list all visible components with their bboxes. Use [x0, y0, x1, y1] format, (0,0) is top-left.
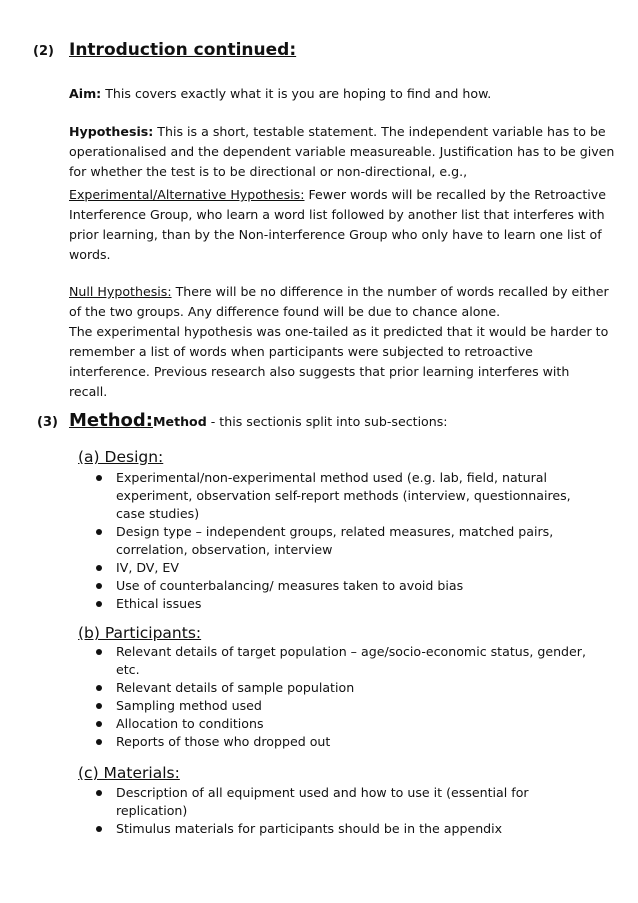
paragraph-line: prior learning, than by the Non-interference Group who only have to learn one list of: [69, 227, 602, 242]
null-hypothesis-paragraph: [69, 282, 609, 402]
paragraph-line: Fewer words will be recalled by the Retroactive: [304, 187, 606, 202]
list-item: [92, 595, 572, 613]
list-item: [92, 784, 572, 820]
paragraph-line: operationalised and the dependent variable measureable. Justification has to be given: [69, 144, 615, 159]
paragraph-line: The experimental hypothesis was one-tailed as it predicted that it would be harder to: [69, 324, 609, 339]
section-title: Method:: [69, 410, 153, 431]
section-subtitle-text: - this sectionis split into sub-sections:: [206, 414, 448, 429]
paragraph-line: interference. Previous research also suggests that prior learning interferes with: [69, 364, 570, 379]
paragraph-line: words.: [69, 247, 111, 262]
paragraph-line: for whether the test is to be directional or non-directional, e.g.,: [69, 164, 468, 179]
list-item: [92, 697, 572, 715]
aim-label: Aim:: [69, 86, 102, 101]
bullet-icon: [96, 703, 102, 709]
bullet-icon: [96, 721, 102, 727]
list-item-line: etc.: [116, 662, 140, 677]
list-item-line: replication): [116, 803, 188, 818]
section-number: (2): [33, 44, 54, 59]
list-item-line: Experimental/non-experimental method used (e.g. lab, field, natural: [116, 470, 547, 485]
list-item: [92, 469, 572, 523]
design-list: [92, 469, 572, 613]
list-item: [92, 679, 572, 697]
list-item-line: IV, DV, EV: [116, 560, 180, 575]
paragraph-line: of the two groups. Any difference found will be due to chance alone.: [69, 304, 501, 319]
aim-paragraph: [69, 84, 599, 104]
aim-text: This covers exactly what it is you are hoping to find and how.: [101, 86, 492, 101]
list-item: [92, 733, 572, 751]
bullet-icon: [96, 739, 102, 745]
list-item: [92, 643, 586, 679]
list-item: [92, 559, 572, 577]
section-3-heading: [37, 410, 448, 431]
paragraph-line: recall.: [69, 384, 108, 399]
list-item: [92, 577, 572, 595]
list-item-line: experiment, observation self-report methods (interview, questionnaires,: [116, 488, 571, 503]
bullet-icon: [96, 685, 102, 691]
section-title: Introduction continued:: [69, 40, 297, 60]
list-item-line: case studies): [116, 506, 200, 521]
bullet-icon: [96, 601, 102, 607]
list-item: [92, 523, 572, 559]
list-item-line: Ethical issues: [116, 596, 202, 611]
experimental-hypothesis-paragraph: [69, 185, 606, 265]
list-item-line: Sampling method used: [116, 698, 262, 713]
bullet-icon: [96, 826, 102, 832]
materials-list: [92, 784, 572, 838]
hypothesis-label: Hypothesis:: [69, 124, 154, 139]
list-item-line: Use of counterbalancing/ measures taken to avoid bias: [116, 578, 464, 593]
paragraph-line: This is a short, testable statement. The independent variable has to be: [153, 124, 606, 139]
list-item-line: Stimulus materials for participants should be in the appendix: [116, 821, 503, 836]
bullet-icon: [96, 790, 102, 796]
list-item: [92, 820, 572, 838]
list-item-line: correlation, observation, interview: [116, 542, 333, 557]
list-item-line: Allocation to conditions: [116, 716, 264, 731]
bullet-icon: [96, 649, 102, 655]
participants-list: [92, 643, 586, 751]
list-item-line: Reports of those who dropped out: [116, 734, 331, 749]
bullet-icon: [96, 583, 102, 589]
bullet-icon: [96, 529, 102, 535]
null-hypothesis-label: Null Hypothesis:: [69, 284, 172, 299]
hypothesis-paragraph: [69, 122, 615, 182]
section-subtitle: [153, 414, 448, 429]
list-item: [92, 715, 572, 733]
experimental-hypothesis-label: Experimental/Alternative Hypothesis:: [69, 187, 305, 202]
participants-heading: (b) Participants:: [78, 624, 202, 642]
section-2-heading: [33, 40, 296, 60]
section-subtitle-bold: Method: [153, 414, 207, 429]
section-number: (3): [37, 415, 58, 430]
bullet-icon: [96, 475, 102, 481]
list-item-line: Design type – independent groups, related measures, matched pairs,: [116, 524, 554, 539]
list-item-line: Description of all equipment used and how to use it (essential for: [116, 785, 529, 800]
paragraph-line: There will be no difference in the number of words recalled by either: [171, 284, 609, 299]
bullet-icon: [96, 565, 102, 571]
list-item-line: Relevant details of target population – age/socio-economic status, gender,: [116, 644, 586, 659]
list-item-line: Relevant details of sample population: [116, 680, 355, 695]
paragraph-line: remember a list of words when participants were subjected to retroactive: [69, 344, 533, 359]
paragraph-line: Interference Group, who learn a word list followed by another list that interferes with: [69, 207, 605, 222]
design-heading: (a) Design:: [78, 448, 164, 466]
materials-heading: (c) Materials:: [78, 764, 180, 782]
